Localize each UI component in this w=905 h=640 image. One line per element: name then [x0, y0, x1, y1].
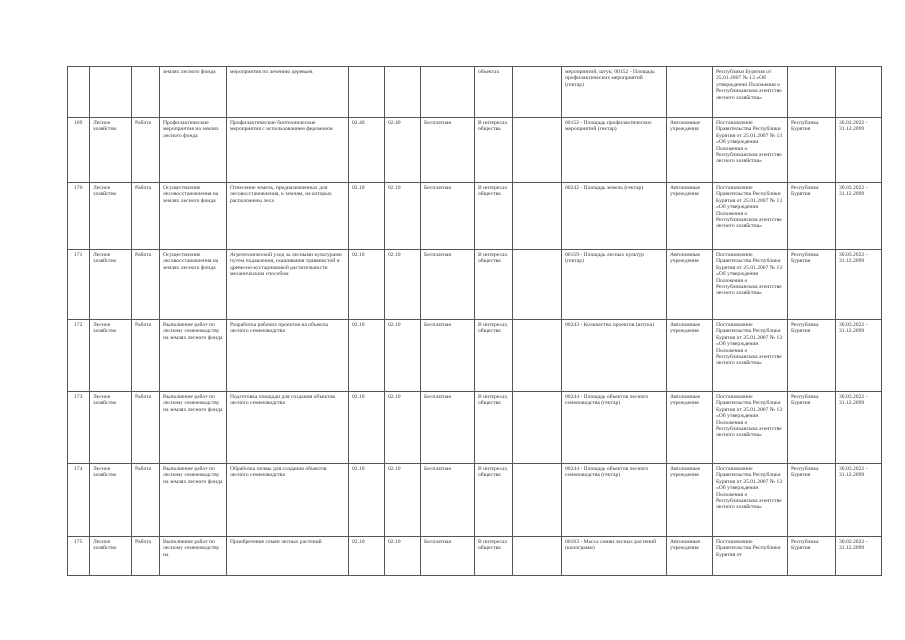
cell-institution: Автономные учреждения	[667, 320, 713, 392]
cell-content: Отнесение земель, предназначенных для лесовосстановления, к землям, на которых расположены леса	[227, 183, 349, 250]
cell-num: 172	[68, 320, 90, 392]
cell-code1: 02.40	[349, 118, 385, 183]
cell-kind: Работа	[132, 183, 160, 250]
cell-content: Подготовка площади для создания объектов лесного семеноводства	[227, 392, 349, 464]
registry-table	[67, 66, 882, 576]
cell-blank	[513, 183, 562, 250]
cell-indicator: 00242 - Площадь земель (гектар)	[562, 183, 667, 250]
cell-code2: 02.10	[385, 320, 421, 392]
cell-content: Профилактические биотехнические мероприятия с использованием феромонов	[227, 118, 349, 183]
cell-interest: В интересах общества	[475, 464, 513, 537]
table-row	[68, 537, 882, 576]
table-row	[68, 392, 882, 464]
cell-founder	[788, 67, 836, 118]
cell-founder: Республика Бурятия	[788, 464, 836, 537]
cell-blank	[513, 250, 562, 320]
cell-code2: 02.40	[385, 118, 421, 183]
cell-kind	[132, 67, 160, 118]
cell-num: 171	[68, 250, 90, 320]
cell-institution: Автономные учреждения	[667, 250, 713, 320]
cell-blank	[513, 320, 562, 392]
cell-founder: Республика Бурятия	[788, 320, 836, 392]
cell-interest: В интересах общества	[475, 537, 513, 576]
cell-period	[836, 67, 882, 118]
cell-content: Обработка почвы для создания объектов лесного семеноводства	[227, 464, 349, 537]
cell-basis: Постановление Правительства Республики Бурятия от 25.01.2007 № 13 «Об утверждении Положения о Республиканском агентстве лесного хозяйства»	[713, 118, 788, 183]
cell-code1	[349, 67, 385, 118]
cell-sector	[90, 67, 132, 118]
cell-code2: 02.10	[385, 183, 421, 250]
cell-basis: Постановление Правительства Республики Бурятия от 25.01.2007 № 13 «Об утверждении Положения о Республиканском агентстве лесного хозяйства»	[713, 464, 788, 537]
cell-code2: 02.10	[385, 537, 421, 576]
cell-name: Выполнение работ по лесному семеноводству на землях лесного фонда	[160, 464, 227, 537]
cell-content: Приобретение семян лесных растений	[227, 537, 349, 576]
cell-num: 170	[68, 183, 90, 250]
cell-pay: Бесплатная	[421, 464, 475, 537]
cell-indicator: 00244 - Площадь объектов лесного семеноводства (гектар)	[562, 392, 667, 464]
cell-code2	[385, 67, 421, 118]
cell-code1: 02.10	[349, 537, 385, 576]
cell-sector: Лесное хозяйство	[90, 183, 132, 250]
cell-founder: Республика Бурятия	[788, 118, 836, 183]
cell-institution: Автономные учреждения	[667, 464, 713, 537]
cell-num	[68, 67, 90, 118]
cell-basis: Постановление Правительства Республики Бурятия от 25.01.2007 № 13 «Об утверждении Положения о Республиканском агентстве лесного хозяйства»	[713, 392, 788, 464]
cell-kind: Работа	[132, 320, 160, 392]
cell-founder: Республика Бурятия	[788, 537, 836, 576]
cell-indicator: 00243 - Количество проектов (штука)	[562, 320, 667, 392]
cell-code1: 02.10	[349, 464, 385, 537]
table-row	[68, 67, 882, 118]
cell-indicator: 00152 - Площадь профилактических мероприятий (гектар)	[562, 118, 667, 183]
cell-interest: В интересах общества	[475, 250, 513, 320]
cell-kind: Работа	[132, 250, 160, 320]
cell-period: 30.03.2022 - 31.12.2099	[836, 183, 882, 250]
cell-sector: Лесное хозяйство	[90, 320, 132, 392]
cell-num: 169	[68, 118, 90, 183]
table-row	[68, 118, 882, 183]
cell-code2: 02.10	[385, 392, 421, 464]
cell-num: 175	[68, 537, 90, 576]
cell-pay: Бесплатная	[421, 320, 475, 392]
cell-pay: Бесплатная	[421, 183, 475, 250]
cell-sector: Лесное хозяйство	[90, 464, 132, 537]
cell-name: Осуществление лесовосстановления на землях лесного фонда	[160, 183, 227, 250]
cell-name: Выполнение работ по лесному семеноводству на	[160, 537, 227, 576]
cell-pay: Бесплатная	[421, 118, 475, 183]
cell-pay	[421, 67, 475, 118]
cell-blank	[513, 392, 562, 464]
cell-founder: Республика Бурятия	[788, 183, 836, 250]
cell-code2: 02.10	[385, 464, 421, 537]
cell-interest: объектах	[475, 67, 513, 118]
cell-kind: Работа	[132, 118, 160, 183]
cell-num: 173	[68, 392, 90, 464]
cell-basis: Постановление Правительства Республики Бурятия от 25.01.2007 № 13 «Об утверждении Положения о Республиканском агентстве лесного хозяйства»	[713, 320, 788, 392]
table-row	[68, 464, 882, 537]
cell-basis: Постановление Правительства Республики Бурятия от 25.01.2007 № 13 «Об утверждении Положения о Республиканском агентстве лесного хозяйства»	[713, 250, 788, 320]
cell-interest: В интересах общества	[475, 392, 513, 464]
cell-indicator: 00159 - Площадь лесных культур (гектар)	[562, 250, 667, 320]
cell-kind: Работа	[132, 464, 160, 537]
cell-blank	[513, 464, 562, 537]
cell-basis: Республики Бурятия от 25.01.2007 № 13 «Об утверждении Положения о Республиканском агентстве лесного хозяйства»	[713, 67, 788, 118]
cell-name: Профилактические мероприятия на землях лесного фонда	[160, 118, 227, 183]
cell-interest: В интересах общества	[475, 320, 513, 392]
table-row	[68, 250, 882, 320]
cell-sector: Лесное хозяйство	[90, 392, 132, 464]
cell-basis: Постановление Правительства Республики Бурятия от	[713, 537, 788, 576]
cell-institution	[667, 67, 713, 118]
cell-sector: Лесное хозяйство	[90, 118, 132, 183]
cell-period: 30.03.2022 - 31.12.2099	[836, 464, 882, 537]
cell-code1: 02.10	[349, 320, 385, 392]
cell-period: 30.03.2022 - 31.12.2099	[836, 320, 882, 392]
cell-period: 30.03.2022 - 31.12.2099	[836, 537, 882, 576]
cell-code2: 02.10	[385, 250, 421, 320]
cell-founder: Республика Бурятия	[788, 250, 836, 320]
cell-name: землях лесного фонда	[160, 67, 227, 118]
table-row	[68, 320, 882, 392]
cell-sector: Лесное хозяйство	[90, 537, 132, 576]
cell-name: Выполнение работ по лесному семеноводству на землях лесного фонда	[160, 320, 227, 392]
document-table-page	[67, 66, 868, 578]
cell-blank	[513, 118, 562, 183]
cell-content: Разработка рабочих проектов на объекты лесного семеноводства	[227, 320, 349, 392]
cell-interest: В интересах общества	[475, 183, 513, 250]
cell-blank	[513, 67, 562, 118]
cell-period: 30.03.2022 - 31.12.2099	[836, 250, 882, 320]
cell-pay: Бесплатная	[421, 392, 475, 464]
cell-code1: 02.10	[349, 250, 385, 320]
cell-kind: Работа	[132, 537, 160, 576]
cell-indicator: 00244 - Площадь объектов лесного семеноводства (гектар)	[562, 464, 667, 537]
cell-sector: Лесное хозяйство	[90, 250, 132, 320]
cell-period: 30.03.2022 - 31.12.2099	[836, 392, 882, 464]
cell-kind: Работа	[132, 392, 160, 464]
cell-institution: Автономные учреждения	[667, 118, 713, 183]
cell-institution: Автономные учреждения	[667, 183, 713, 250]
cell-name: Выполнение работ по лесному семеноводству на землях лесного фонда	[160, 392, 227, 464]
cell-indicator: мероприятий, штук; 00152 - Площадь профилактических мероприятий (гектар)	[562, 67, 667, 118]
table-row	[68, 183, 882, 250]
cell-content: Агротехнический уход за лесными культурами путем подавления, скашивания травянистой и древесно-кустарниковой растительности механическим способом	[227, 250, 349, 320]
cell-basis: Постановление Правительства Республики Бурятия от 25.01.2007 № 13 «Об утверждении Положения о Республиканском агентстве лесного хозяйства»	[713, 183, 788, 250]
cell-pay: Бесплатная	[421, 250, 475, 320]
cell-institution: Автономные учреждения	[667, 392, 713, 464]
cell-num: 174	[68, 464, 90, 537]
cell-content: мероприятия по лечению деревьев	[227, 67, 349, 118]
cell-blank	[513, 537, 562, 576]
cell-institution: Автономные учреждения	[667, 537, 713, 576]
cell-name: Осуществление лесовосстановления на землях лесного фонда	[160, 250, 227, 320]
cell-code1: 02.10	[349, 183, 385, 250]
cell-period: 30.03.2022 - 31.12.2099	[836, 118, 882, 183]
cell-indicator: 00163 - Масса семян лесных растений (килограмм)	[562, 537, 667, 576]
cell-code1: 02.10	[349, 392, 385, 464]
cell-interest: В интересах общества	[475, 118, 513, 183]
cell-founder: Республика Бурятия	[788, 392, 836, 464]
cell-pay: Бесплатная	[421, 537, 475, 576]
